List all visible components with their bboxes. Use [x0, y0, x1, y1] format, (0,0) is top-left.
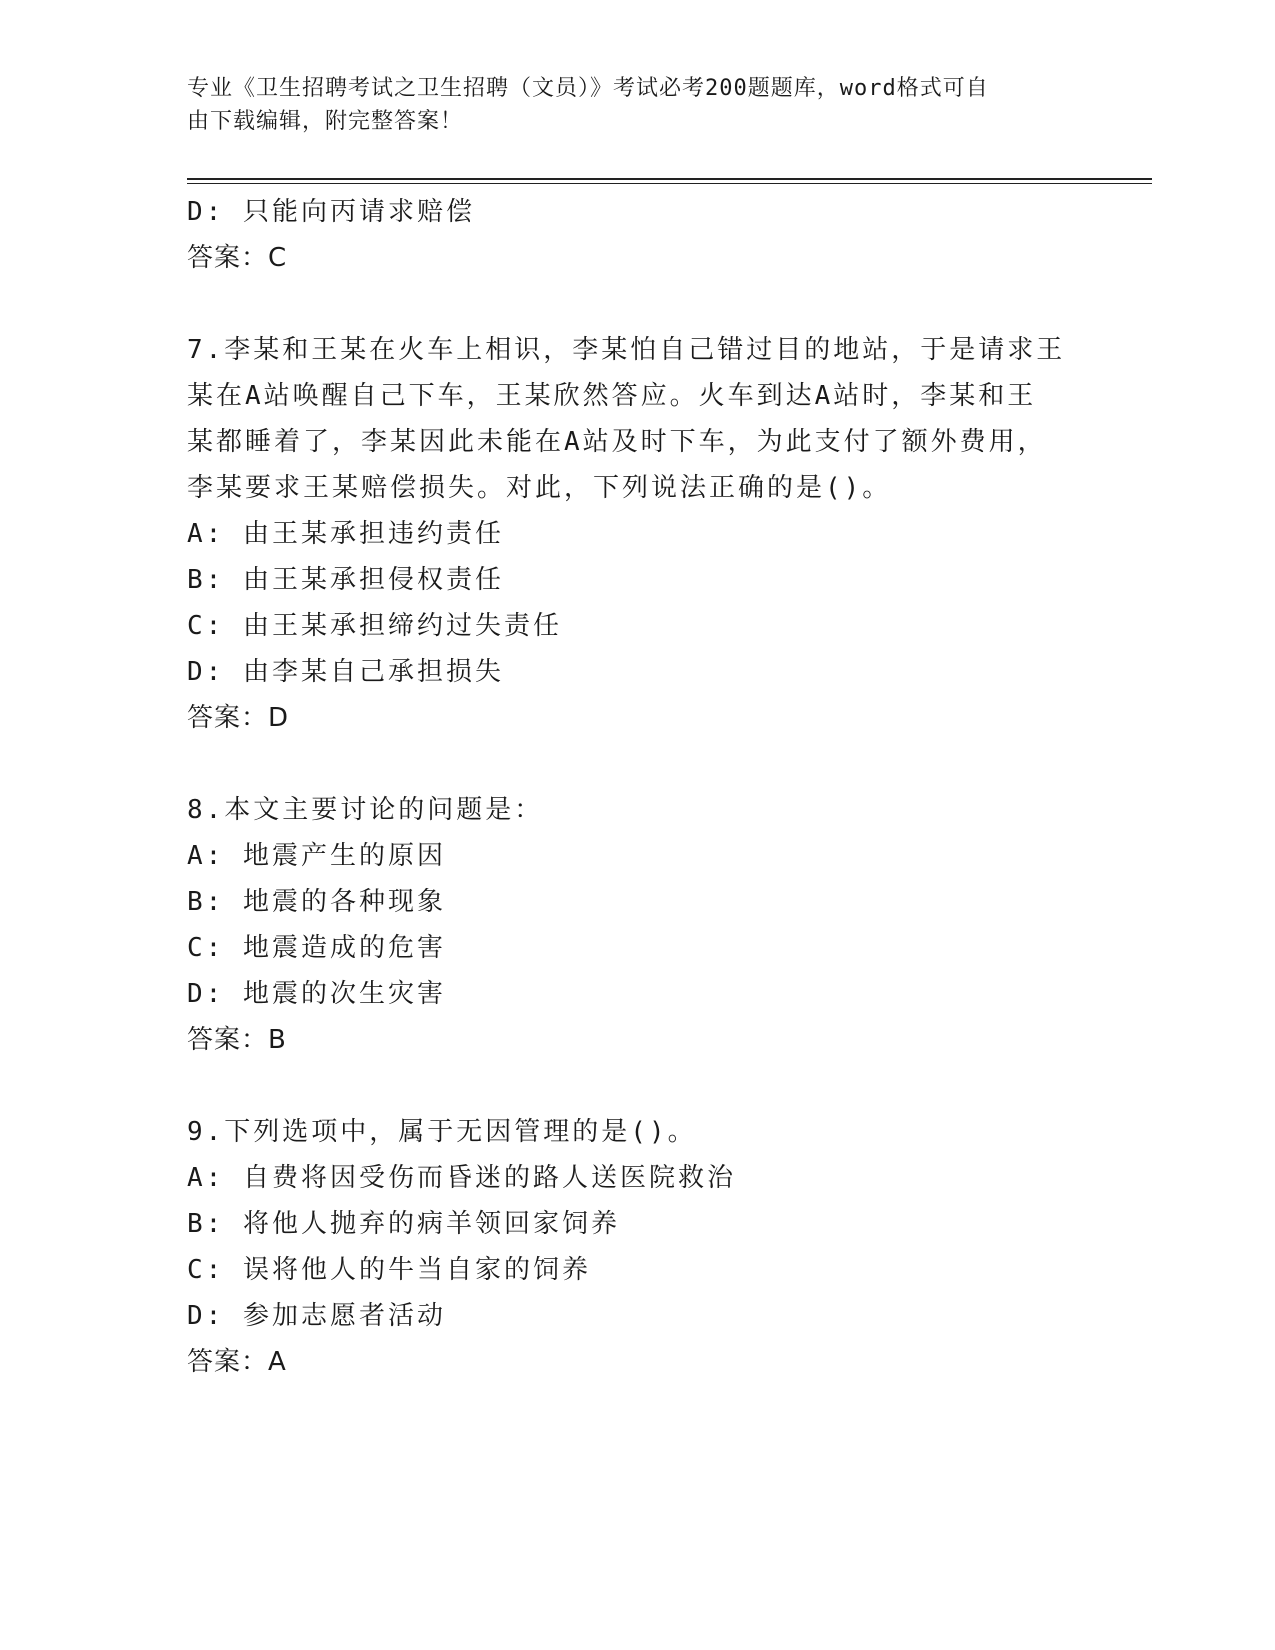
header-line-2: 由下载编辑，附完整答案！	[187, 109, 464, 134]
question-text-line: 某都睡着了，李某因此未能在A站及时下车，为此支付了额外费用，	[187, 427, 1047, 457]
answer: 答案：B	[187, 1025, 287, 1055]
question-text-line: 9.下列选项中，属于无因管理的是()。	[187, 1117, 697, 1147]
answer: 答案：A	[187, 1347, 287, 1377]
option-d: D: 由李某自己承担损失	[187, 657, 504, 687]
question-9	[187, 1109, 1087, 1385]
header-divider-thick	[187, 178, 1152, 180]
option-d: D: 地震的次生灾害	[187, 979, 446, 1009]
header-divider-thin	[187, 183, 1152, 184]
option-d: D: 参加志愿者活动	[187, 1301, 446, 1331]
question-text-line: 李某要求王某赔偿损失。对此，下列说法正确的是()。	[187, 473, 892, 503]
option-c: C: 误将他人的牛当自家的饲养	[187, 1255, 591, 1285]
document-content	[187, 189, 1087, 1385]
question-text-line: 7.李某和王某在火车上相识，李某怕自己错过目的地站，于是请求王	[187, 335, 1066, 365]
option-a: A: 自费将因受伤而昏迷的路人送医院救治	[187, 1163, 736, 1193]
question-text-line: 8.本文主要讨论的问题是：	[187, 795, 544, 825]
carryover-question	[187, 189, 1087, 281]
option-a: A: 地震产生的原因	[187, 841, 446, 871]
spacer	[187, 741, 1087, 787]
question-text-line: 某在A站唤醒自己下车，王某欣然答应。火车到达A站时，李某和王	[187, 381, 1037, 411]
header-line-1: 专业《卫生招聘考试之卫生招聘（文员）》考试必考200题题库，word格式可自	[187, 76, 989, 101]
option-a: A: 由王某承担违约责任	[187, 519, 504, 549]
answer: 答案：D	[187, 703, 290, 733]
option-c: C: 由王某承担缔约过失责任	[187, 611, 562, 641]
document-header	[187, 72, 1077, 138]
spacer	[187, 1063, 1087, 1109]
question-8	[187, 787, 1087, 1063]
option-b: B: 地震的各种现象	[187, 887, 446, 917]
question-7	[187, 327, 1087, 741]
option-b: B: 将他人抛弃的病羊领回家饲养	[187, 1209, 620, 1239]
option-d: D: 只能向丙请求赔偿	[187, 197, 475, 227]
option-c: C: 地震造成的危害	[187, 933, 446, 963]
spacer	[187, 281, 1087, 327]
answer: 答案：C	[187, 243, 288, 273]
option-b: B: 由王某承担侵权责任	[187, 565, 504, 595]
